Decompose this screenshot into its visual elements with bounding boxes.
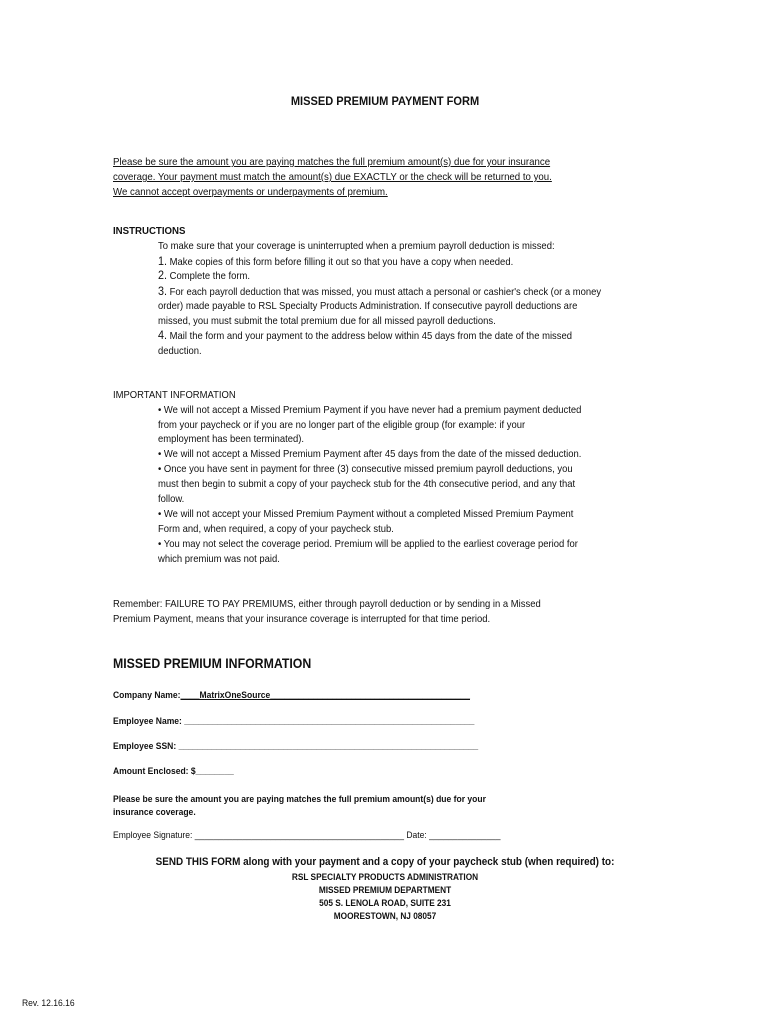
step-text: For each payroll deduction that was missed, you must attach a personal or cashier's check (or a money [169, 286, 602, 298]
important-line: Form and, when required, a copy of your paycheck stub. [158, 523, 394, 535]
reminder-line: Please be sure the amount you are paying matches the full premium amount(s) due for your [113, 794, 486, 805]
notice-line: coverage. Your payment must match the amount(s) due EXACTLY or the check will be returned to you. [113, 171, 552, 183]
remember-line: Remember: FAILURE TO PAY PREMIUMS, either through payroll deduction or by sending in a Missed [113, 598, 541, 610]
company-name-field[interactable] [113, 690, 470, 701]
reminder-line: insurance coverage. [113, 807, 196, 818]
notice-line: We cannot accept overpayments or underpayments of premium. [113, 186, 388, 198]
instructions-intro: To make sure that your coverage is uninterrupted when a premium payroll deduction is missed: [158, 240, 555, 252]
important-line: • Once you have sent in payment for three (3) consecutive missed premium payroll deductions, you [158, 463, 573, 475]
page-title: MISSED PREMIUM PAYMENT FORM [290, 94, 480, 108]
step-number: 2. [158, 268, 168, 282]
address-line: MISSED PREMIUM DEPARTMENT [318, 885, 452, 895]
company-name-value: ____MatrixOneSource__________________________________________ [180, 690, 471, 701]
notice-line: Please be sure the amount you are paying matches the full premium amount(s) due for your insurance [113, 156, 551, 168]
step-text: Complete the form. [169, 270, 251, 282]
important-heading: IMPORTANT INFORMATION [113, 389, 236, 401]
revision-label: Rev. 12.16.16 [22, 998, 75, 1009]
missed-info-heading: MISSED PREMIUM INFORMATION [113, 655, 312, 671]
payment-notice [113, 155, 591, 200]
address-line: RSL SPECIALTY PRODUCTS ADMINISTRATION [291, 872, 479, 882]
send-instruction: SEND THIS FORM along with your payment and a copy of your paycheck stub (when required) to: [155, 856, 615, 868]
step-text: missed, you must submit the total premium due for all missed payroll deductions. [158, 315, 496, 327]
important-line: from your paycheck or if you are no longer part of the eligible group (for example: if your [158, 419, 526, 431]
important-line: employment has been terminated). [158, 433, 305, 445]
step-text: Make copies of this form before filling it out so that you have a copy when needed. [169, 256, 514, 268]
important-line: • We will not accept your Missed Premium Payment without a completed Missed Premium Payment [158, 508, 574, 520]
instructions-heading: INSTRUCTIONS [113, 225, 186, 237]
instruction-step-4 [158, 328, 572, 344]
step-text: deduction. [158, 345, 202, 357]
step-text: Mail the form and your payment to the address below within 45 days from the date of the missed [169, 330, 573, 342]
employee-ssn-field[interactable]: Employee SSN: _______________________________________________________________ [113, 741, 479, 752]
amount-enclosed-field[interactable]: Amount Enclosed: $________ [113, 766, 234, 777]
step-number: 1. [158, 254, 168, 268]
important-line: • You may not select the coverage period. Premium will be applied to the earliest coverage period for [158, 538, 578, 550]
address-line: MOORESTOWN, NJ 08057 [333, 911, 437, 921]
important-line: which premium was not paid. [158, 553, 280, 565]
remember-line: Premium Payment, means that your insurance coverage is interrupted for that time period. [113, 613, 491, 625]
step-text: order) made payable to RSL Specialty Products Administration. If consecutive payroll deductions are [158, 300, 578, 312]
step-number: 4. [158, 328, 168, 342]
instruction-step-2 [158, 268, 250, 284]
company-name-label: Company Name: [113, 690, 181, 701]
step-number: 3. [158, 284, 168, 298]
signature-date-field[interactable]: Employee Signature: ____________________________________________ Date: _______________ [113, 830, 501, 841]
important-line: • We will not accept a Missed Premium Payment if you have never had a premium payment deducted [158, 404, 582, 416]
important-line: follow. [158, 493, 185, 505]
important-line: must then begin to submit a copy of your paycheck stub for the 4th consecutive period, and any that [158, 478, 576, 490]
employee-name-field[interactable]: Employee Name: _____________________________________________________________ [113, 716, 475, 727]
important-line: • We will not accept a Missed Premium Payment after 45 days from the date of the missed deduction. [158, 448, 582, 460]
amount-reminder [113, 793, 486, 819]
address-line: 505 S. LENOLA ROAD, SUITE 231 [319, 898, 451, 908]
instruction-step-3 [158, 284, 601, 300]
